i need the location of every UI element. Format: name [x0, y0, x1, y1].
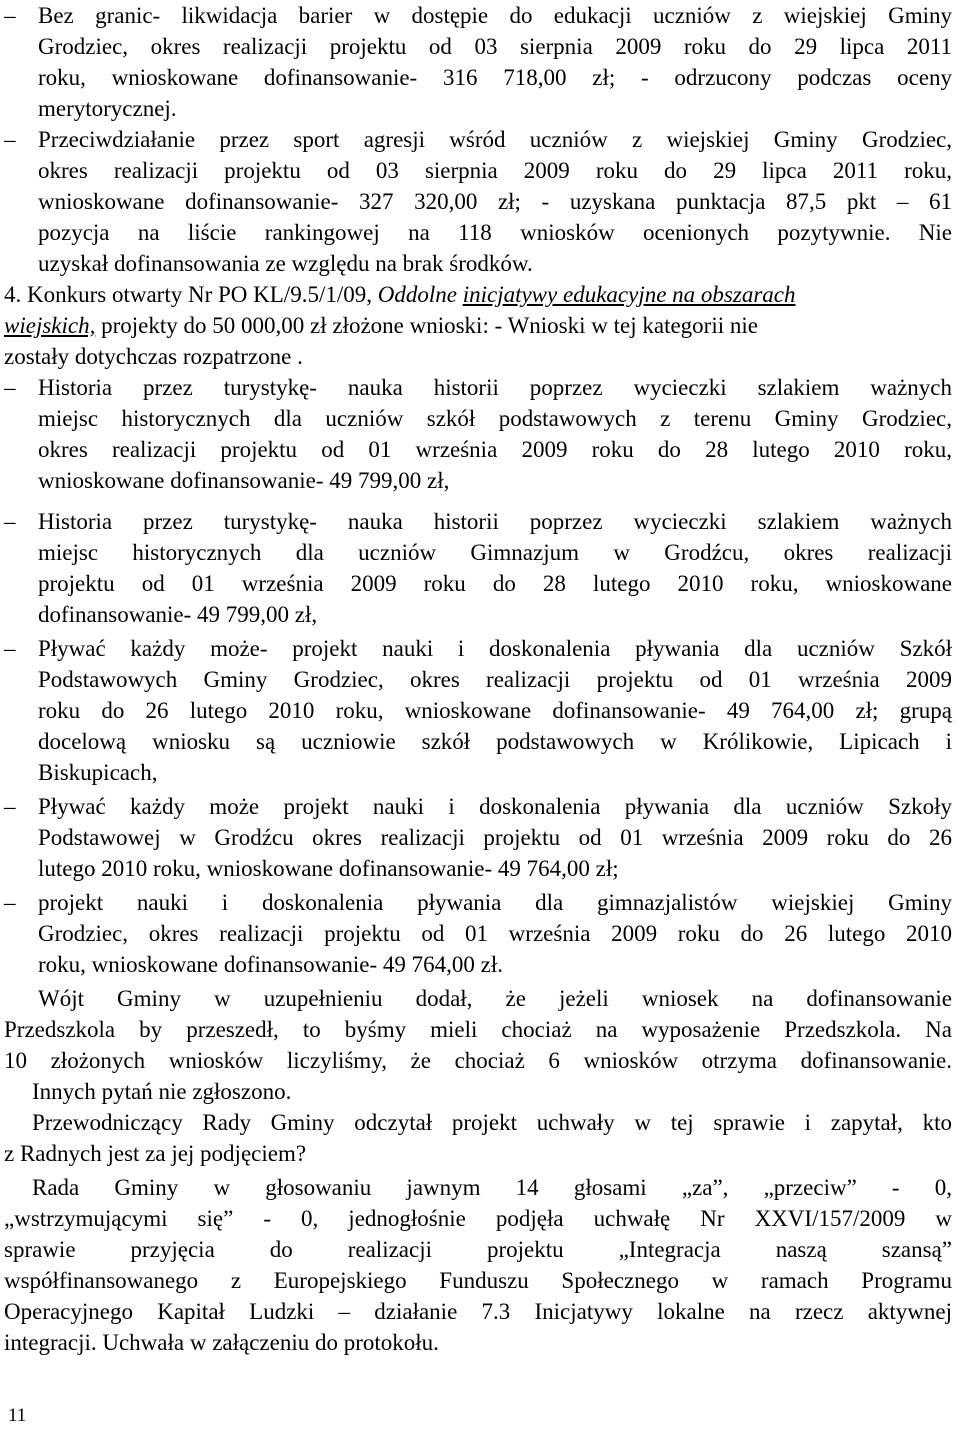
text-line: Innych pytań nie zgłoszono.: [32, 1079, 292, 1104]
list-bullet-dash: –: [4, 3, 16, 28]
text-line: Podstawowych Gminy Grodziec, okres realizacji projektu od 01 września 2009: [38, 667, 952, 692]
text-line: Grodziec, okres realizacji projektu od 01 września 2009 roku do 26 lutego 2010: [38, 921, 952, 946]
text-line: Grodziec, okres realizacji projektu od 03 sierpnia 2009 roku do 29 lipca 2011: [38, 34, 952, 59]
text-line: Operacyjnego Kapitał Ludzki – działanie 7.3 Inicjatywy lokalne na rzecz aktywnej: [4, 1299, 952, 1324]
text-line: miejsc historycznych dla uczniów szkół podstawowych z terenu Gminy Grodziec,: [38, 406, 952, 431]
text-line: współfinansowanego z Europejskiego Funduszu Społecznego w ramach Programu: [4, 1268, 952, 1293]
list-bullet-dash: –: [4, 636, 16, 661]
text-line: Pływać każdy może- projekt nauki i doskonalenia pływania dla uczniów Szkół: [38, 636, 952, 661]
text-line: roku, wnioskowane dofinansowanie- 49 764,00 zł.: [38, 952, 504, 977]
text-line: z Radnych jest za jej podjęciem?: [4, 1141, 307, 1166]
text-line: integracji. Uchwała w załączeniu do protokołu.: [4, 1330, 439, 1355]
text-run: projekty do 50 000,00 zł złożone wnioski: - Wnioski w tej kategorii nie: [95, 313, 758, 338]
text-line: lutego 2010 roku, wnioskowane dofinansowanie- 49 764,00 zł;: [38, 856, 619, 881]
text-line: miejsc historycznych dla uczniów Gimnazjum w Grodźcu, okres realizacji: [38, 540, 952, 565]
text-line: projekt nauki i doskonalenia pływania dla gimnazjalistów wiejskiej Gminy: [38, 890, 952, 915]
text-line: Wójt Gminy w uzupełnieniu dodał, że jeżeli wniosek na dofinansowanie: [38, 986, 952, 1011]
text-line: projektu od 01 września 2009 roku do 28 lutego 2010 roku, wnioskowane: [38, 571, 952, 596]
text-line: Przewodniczący Rady Gminy odczytał projekt uchwały w tej sprawie i zapytał, kto: [32, 1110, 952, 1135]
section-heading-prefix: 4. Konkurs otwarty Nr PO KL/9.5/1/09,: [4, 282, 378, 307]
text-line: Podstawowej w Grodźcu okres realizacji projektu od 01 września 2009 roku do 26: [38, 825, 952, 850]
text-line: sprawie przyjęcia do realizacji projektu „Integracja naszą szansą”: [4, 1237, 952, 1262]
text-line: pozycja na liście rankingowej na 118 wniosków ocenionych pozytywnie. Nie: [38, 220, 952, 245]
text-line: roku, wnioskowane dofinansowanie- 316 718,00 zł; - odrzucony podczas oceny: [38, 65, 952, 90]
text-line: okres realizacji projektu od 03 sierpnia 2009 roku do 29 lipca 2011 roku,: [38, 158, 952, 183]
text-line: Rada Gminy w głosowaniu jawnym 14 głosami „za”, „przeciw” - 0,: [32, 1175, 952, 1200]
page-number: 11: [8, 1405, 27, 1426]
text-line: Przeciwdziałanie przez sport agresji wśród uczniów z wiejskiej Gminy Grodziec,: [38, 127, 952, 152]
text-line: Historia przez turystykę- nauka historii poprzez wycieczki szlakiem ważnych: [38, 375, 952, 400]
text-line: Pływać każdy może projekt nauki i doskonalenia pływania dla uczniów Szkoły: [38, 794, 952, 819]
text-line: zostały dotychczas rozpatrzone .: [4, 344, 303, 369]
text-line: merytorycznej.: [38, 96, 177, 121]
section-heading-line: [4, 279, 952, 311]
text-line: wnioskowane dofinansowanie- 327 320,00 zł; - uzyskana punktacja 87,5 pkt – 61: [38, 189, 952, 214]
text-line: uzyskał dofinansowania ze względu na brak środków.: [38, 251, 533, 276]
text-line: okres realizacji projektu od 01 września 2009 roku do 28 lutego 2010 roku,: [38, 437, 952, 462]
text-line: docelową wniosku są uczniowie szkół podstawowych w Królikowie, Lipicach i: [38, 729, 952, 754]
section-heading-italic: Oddolne: [377, 282, 463, 307]
list-bullet-dash: –: [4, 127, 16, 152]
list-bullet-dash: –: [4, 794, 16, 819]
text-line: „wstrzymującymi się” - 0, jednogłośnie podjęła uchwałę Nr XXVI/157/2009 w: [4, 1206, 952, 1231]
text-line: Bez granic- likwidacja barier w dostępie do edukacji uczniów z wiejskiej Gminy: [38, 3, 952, 28]
text-line: Biskupicach,: [38, 760, 158, 785]
list-bullet-dash: –: [4, 375, 16, 400]
text-line: Historia przez turystykę- nauka historii poprzez wycieczki szlakiem ważnych: [38, 509, 952, 534]
section-heading-italic-underlined: inicjatywy edukacyjne na obszarach: [462, 282, 796, 307]
list-bullet-dash: –: [4, 509, 16, 534]
text-line: [4, 310, 952, 342]
list-bullet-dash: –: [4, 890, 16, 915]
section-heading-italic-underlined: wiejskich,: [4, 313, 96, 338]
text-line: roku do 26 lutego 2010 roku, wnioskowane dofinansowanie- 49 764,00 zł; grupą: [38, 698, 952, 723]
text-line: Przedszkola by przeszedł, to byśmy mieli chociaż na wyposażenie Przedszkola. Na: [4, 1017, 952, 1042]
text-line: 10 złożonych wniosków liczyliśmy, że chociaż 6 wniosków otrzyma dofinansowanie.: [4, 1048, 952, 1073]
text-line: dofinansowanie- 49 799,00 zł,: [38, 602, 318, 627]
text-line: wnioskowane dofinansowanie- 49 799,00 zł,: [38, 468, 450, 493]
